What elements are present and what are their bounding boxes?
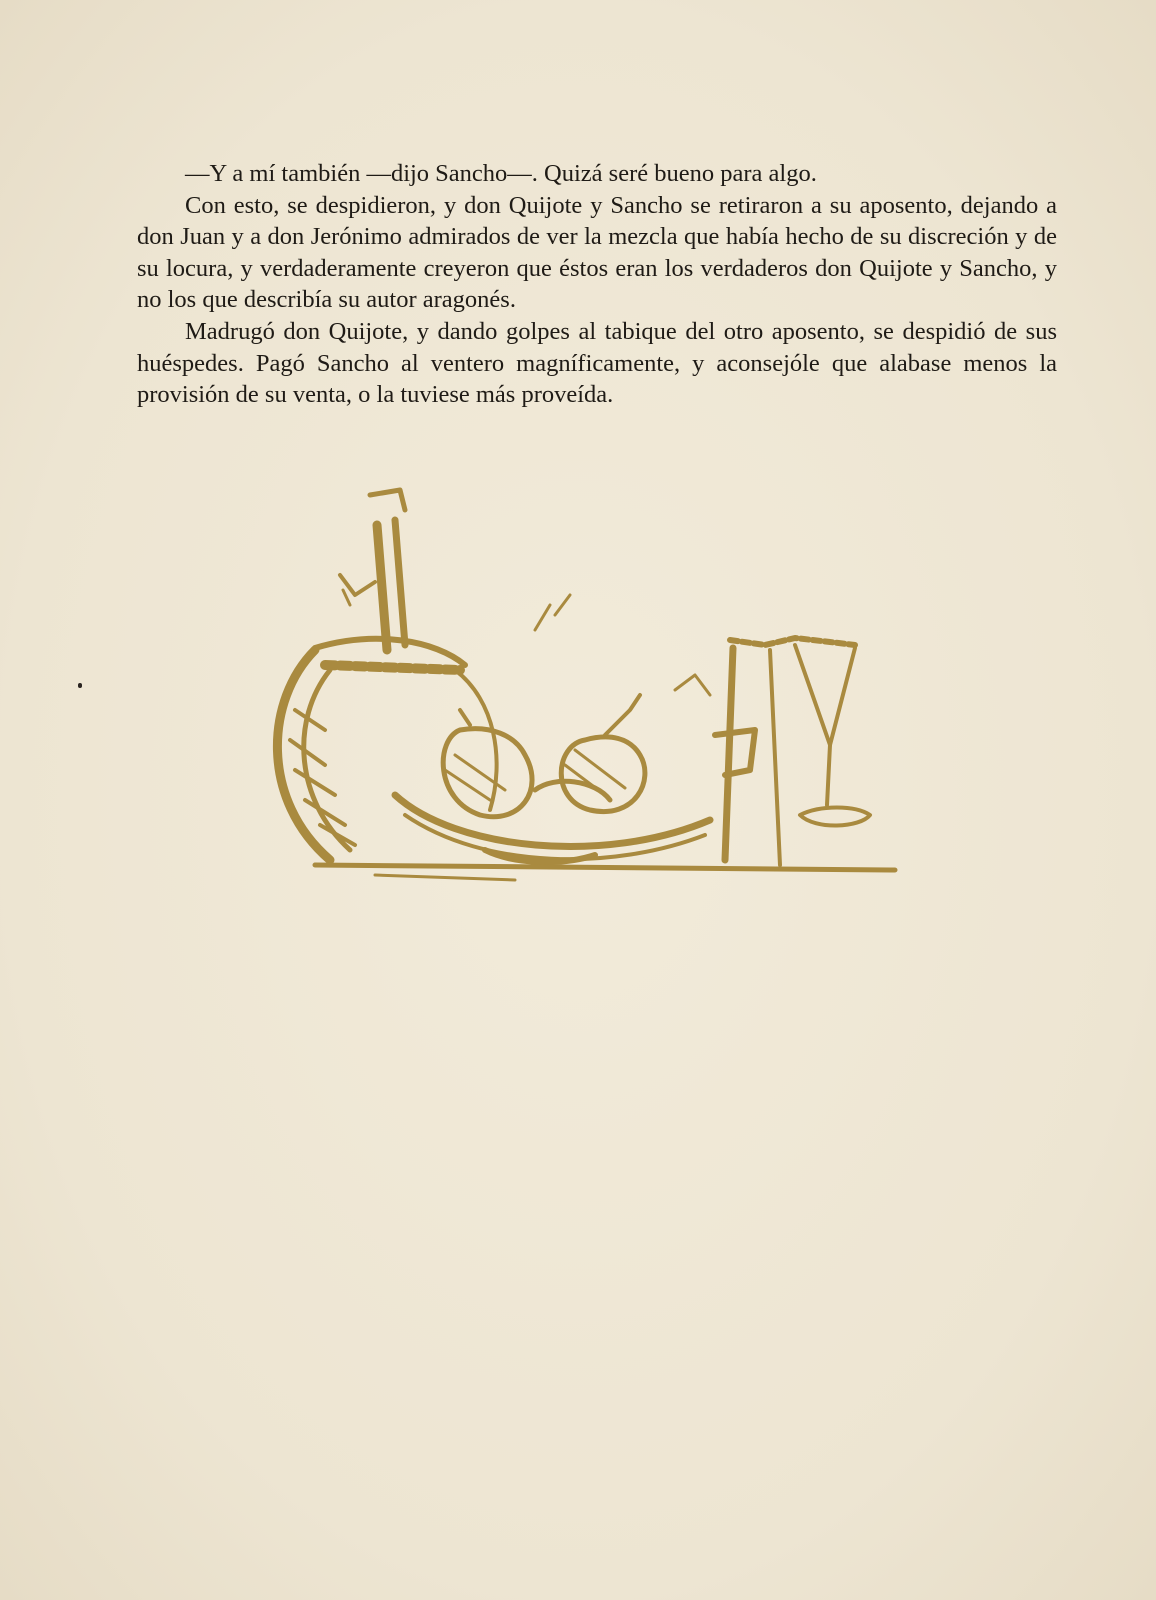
paragraph-2: Con esto, se despidieron, y don Quijote y Sancho se retiraron a su aposento, dejando a don Juan y a don Jerónimo admirados de ver la mezcla que había hecho de su discreción y de su locura, y verdaderamente creyeron que éstos eran los verdaderos don Quijote y Sancho, y no los que describía su autor aragonés.: [137, 191, 1057, 314]
still-life-illustration: [255, 470, 915, 910]
ink-speck: [78, 683, 82, 688]
body-text: [137, 158, 1057, 411]
paragraph-3: Madrugó don Quijote, y dando golpes al tabique del otro aposento, se despidió de sus huéspedes. Pagó Sancho al ventero magníficamente, y aconsejóle que alabase menos la provisión de su venta, o la tuviese más proveída.: [137, 317, 1057, 409]
paragraph-1: —Y a mí también —dijo Sancho—. Quizá seré bueno para algo.: [185, 160, 817, 187]
